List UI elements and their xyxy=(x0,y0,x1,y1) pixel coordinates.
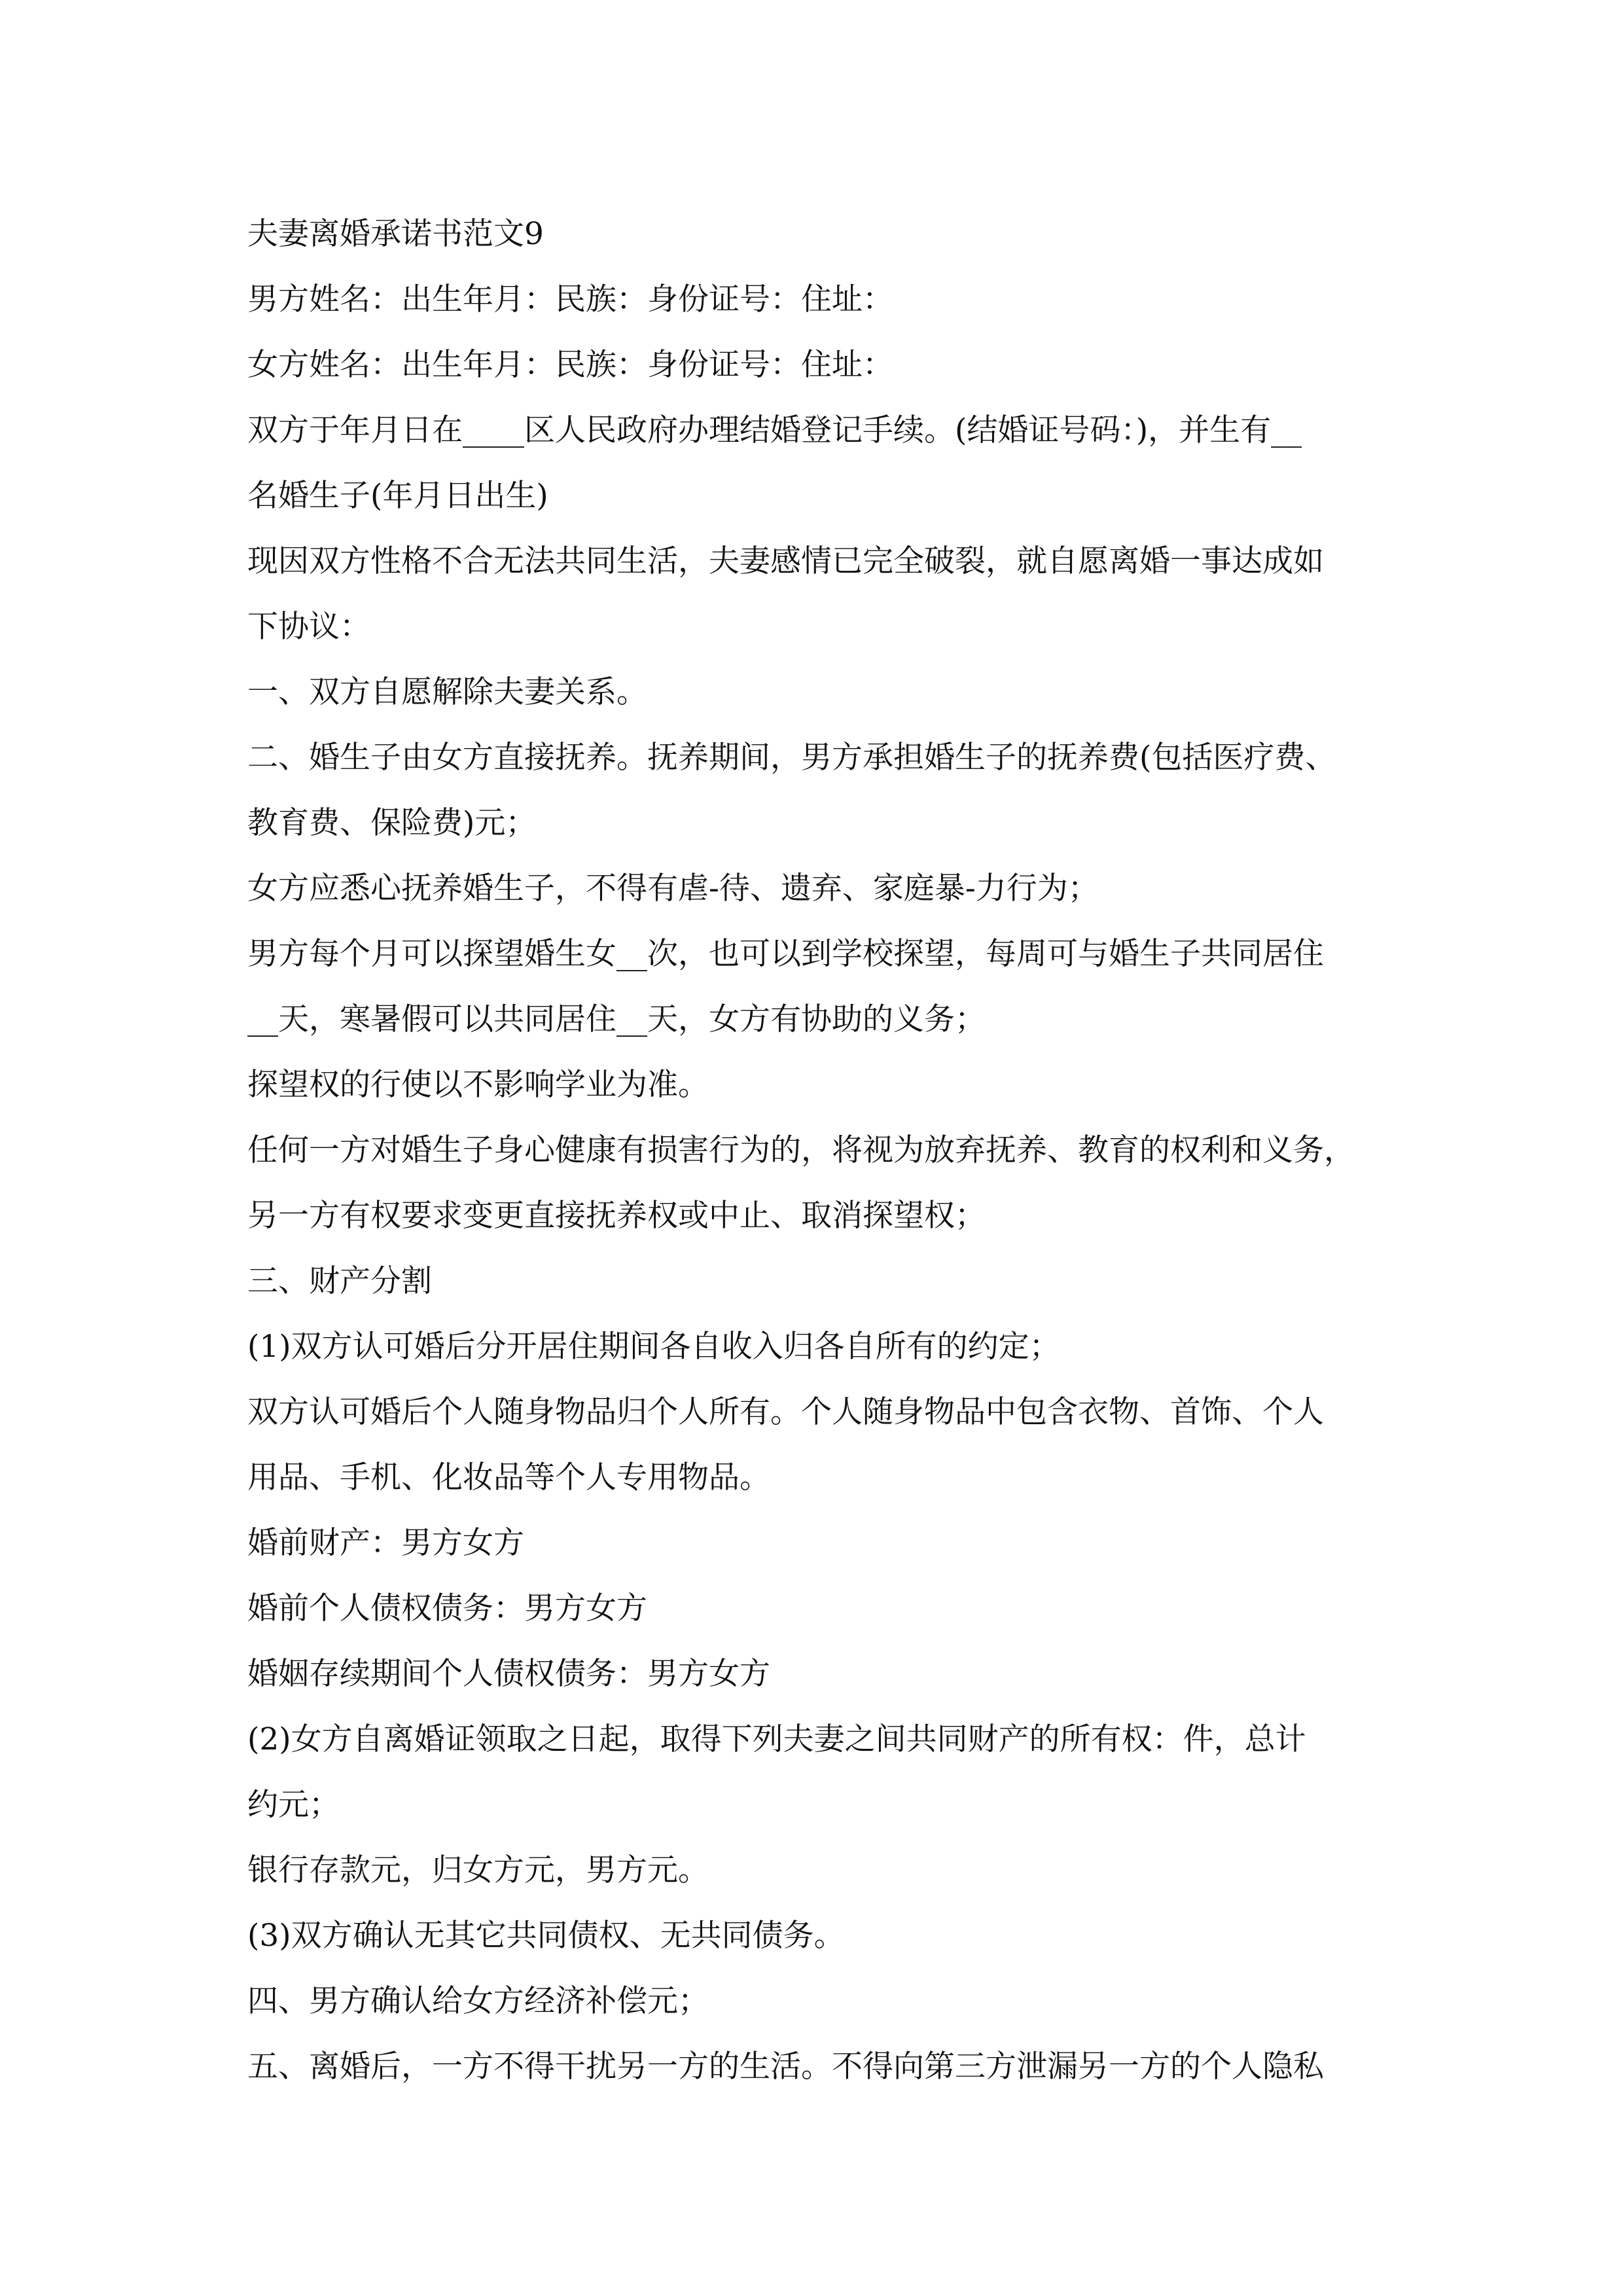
visitation-line-continued: __天，寒暑假可以共同居住__天，女方有协助的义务； xyxy=(247,1001,986,1037)
marriage-registration-line: 双方于年月日在____区人民政府办理结婚登记手续。(结婚证号码：)，并生有__ xyxy=(247,412,1302,448)
property-item-2: (2)女方自离婚证领取之日起，取得下列夫妻之间共同财产的所有权：件，总计 xyxy=(247,1721,1306,1757)
clause-two-continued: 教育费、保险费)元； xyxy=(247,805,537,841)
clause-one: 一、双方自愿解除夫妻关系。 xyxy=(247,674,647,710)
document-title: 夫妻离婚承诺书范文9 xyxy=(247,216,544,252)
clause-three-heading: 三、财产分割 xyxy=(247,1263,432,1299)
premarital-property-line: 婚前财产：男方女方 xyxy=(247,1525,524,1561)
visitation-rule-line: 探望权的行使以不影响学业为准。 xyxy=(247,1067,709,1103)
premarital-debt-line: 婚前个人债权债务：男方女方 xyxy=(247,1590,647,1626)
bank-deposit-line: 银行存款元，归女方元，男方元。 xyxy=(247,1852,709,1888)
clause-two: 二、婚生子由女方直接抚养。抚养期间，男方承担婚生子的抚养费(包括医疗费、 xyxy=(247,740,1336,776)
reason-line: 现因双方性格不合无法共同生活，夫妻感情已完全破裂，就自愿离婚一事达成如 xyxy=(247,543,1324,579)
marital-debt-line: 婚姻存续期间个人债权债务：男方女方 xyxy=(247,1656,770,1692)
female-party-info: 女方姓名：出生年月：民族：身份证号：住址： xyxy=(247,347,893,383)
personal-items-line-continued: 用品、手机、化妆品等个人专用物品。 xyxy=(247,1460,770,1496)
harm-clause-line-continued: 另一方有权要求变更直接抚养权或中止、取消探望权； xyxy=(247,1198,986,1234)
reason-line-continued: 下协议： xyxy=(247,609,370,645)
clause-four: 四、男方确认给女方经济补偿元； xyxy=(247,1983,709,2019)
document-body xyxy=(247,202,1386,2100)
property-item-3: (3)双方确认无其它共同债权、无共同债务。 xyxy=(247,1918,845,1954)
visitation-line: 男方每个月可以探望婚生女__次，也可以到学校探望，每周可与婚生子共同居住 xyxy=(247,936,1324,972)
child-birth-line: 名婚生子(年月日出生) xyxy=(247,478,548,514)
male-party-info: 男方姓名：出生年月：民族：身份证号：住址： xyxy=(247,281,893,317)
custody-duty-line: 女方应悉心抚养婚生子，不得有虐-待、遗弃、家庭暴-力行为； xyxy=(247,870,1099,906)
personal-items-line: 双方认可婚后个人随身物品归个人所有。个人随身物品中包含衣物、首饰、个人 xyxy=(247,1394,1324,1430)
property-item-2-continued: 约元； xyxy=(247,1787,340,1823)
harm-clause-line: 任何一方对婚生子身心健康有损害行为的，将视为放弃抚养、教育的权利和义务， xyxy=(247,1132,1355,1168)
clause-five: 五、离婚后，一方不得干扰另一方的生活。不得向第三方泄漏另一方的个人隐私 xyxy=(247,2049,1324,2085)
property-item-1: (1)双方认可婚后分开居住期间各自收入归各自所有的约定； xyxy=(247,1329,1060,1365)
